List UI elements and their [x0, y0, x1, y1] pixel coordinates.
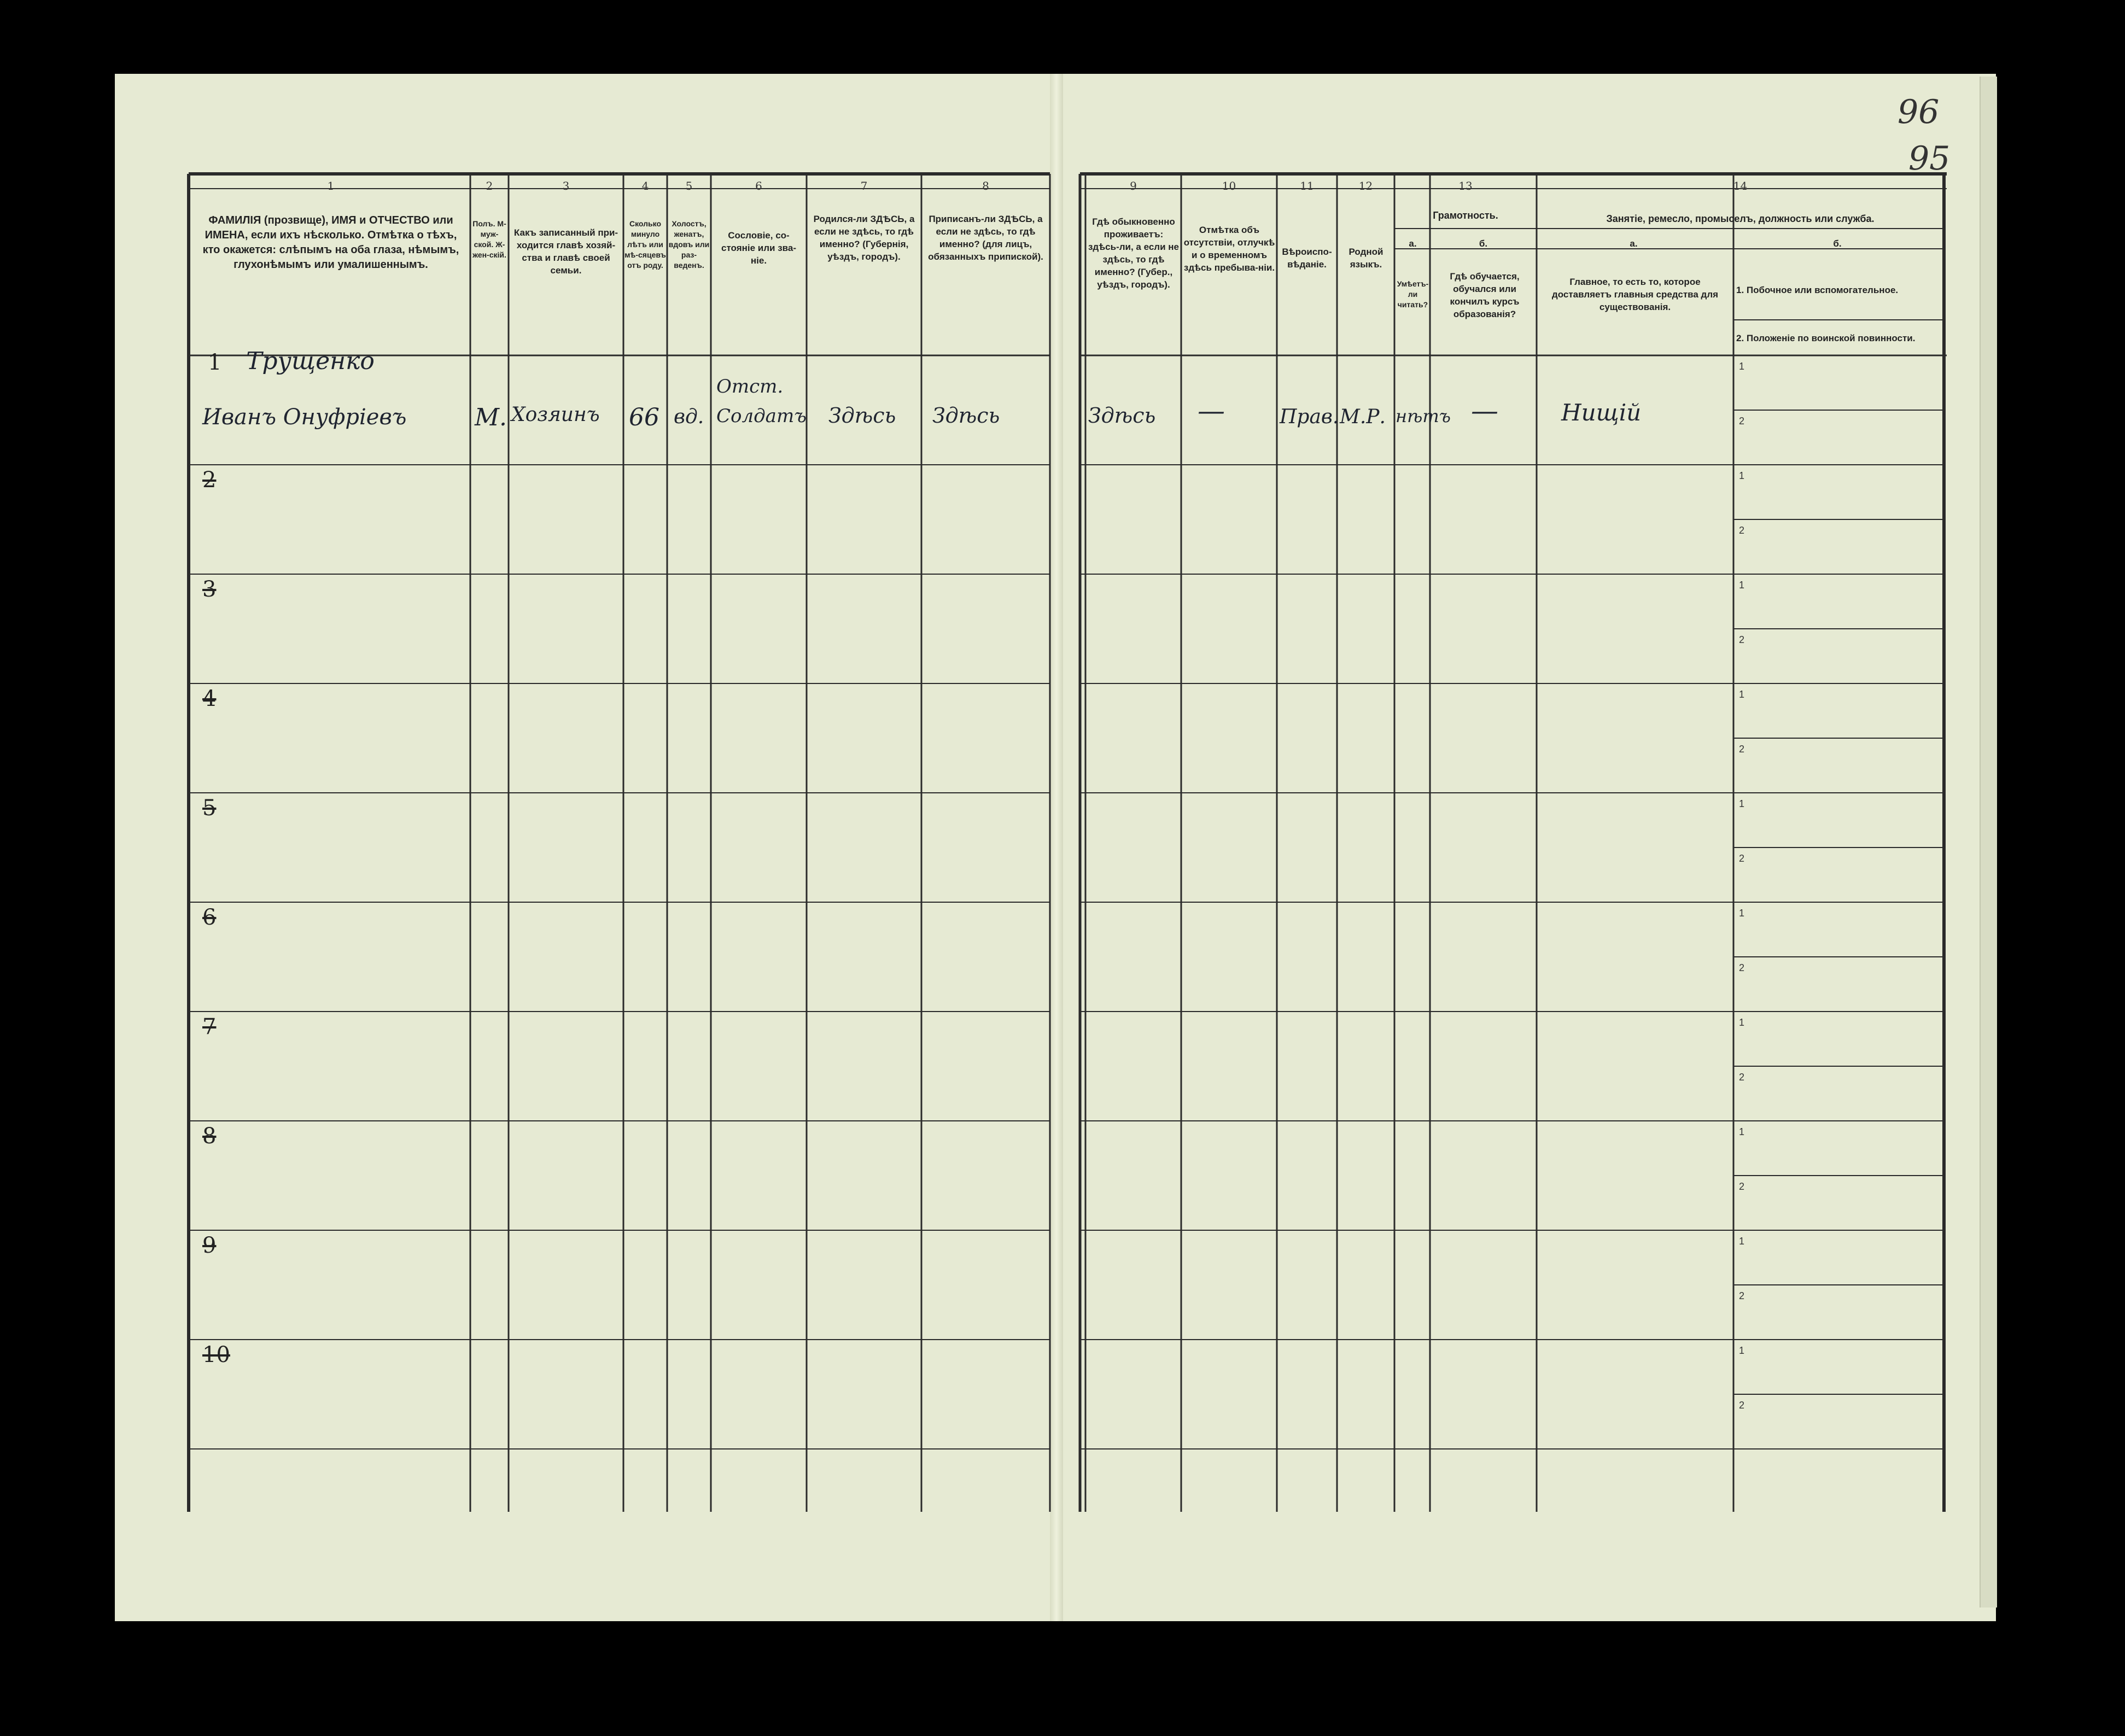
subrow-label: 1 — [1739, 580, 1745, 591]
header-occupation-b2: 2. Положеніе по воинской повинности. — [1736, 333, 1916, 343]
entry-literate: нѣтъ — [1396, 406, 1451, 426]
subrow-label: 2 — [1739, 1181, 1745, 1192]
col-num-9: 9 — [1130, 179, 1137, 192]
subrow-label: 2 — [1739, 1400, 1745, 1411]
subrow-label: 1 — [1739, 1017, 1745, 1028]
row-number-7: 7 — [202, 1014, 217, 1039]
subrow-label: 2 — [1739, 634, 1745, 645]
header-religion: Вѣроиспо-вѣданіе. — [1282, 247, 1332, 270]
subrow-label: 2 — [1739, 853, 1745, 864]
entry-given-name: Иванъ Онуфріевъ — [202, 405, 407, 430]
row-number-10: 10 — [202, 1342, 230, 1367]
col-num-13: 13 — [1458, 179, 1473, 192]
page-number-top: 96 — [1898, 93, 1940, 131]
col-num-6: 6 — [755, 179, 762, 192]
entry-absence: — — [1198, 395, 1225, 426]
entry-language: М.Р. — [1340, 406, 1386, 428]
header-literacy-a: Умѣетъ-ли читать? — [1397, 279, 1429, 309]
row-number-5: 5 — [202, 796, 217, 821]
header-born: Родился-ли ЗДѢСЬ, а если не здѣсь, то гдѣ именно? (Губернія, уѣздъ, городъ). — [813, 214, 915, 262]
subrow-label: 2 — [1739, 744, 1745, 755]
header-registered: Приписанъ-ли ЗДѢСЬ, а если не здѣсь, то гдѣ именно? (для лицъ, обязанныхъ припиской). — [928, 214, 1043, 262]
header-literacy: Грамотность. — [1433, 210, 1498, 221]
col-num-14: 14 — [1733, 179, 1748, 192]
subrow-label: 1 — [1739, 798, 1745, 809]
entry-lives: Здѣсь — [1088, 404, 1156, 428]
header-lives: Гдѣ обыкновенно проживаетъ: здѣсь-ли, а если не здѣсь, то гдѣ именно? (Губер., уѣздъ, городъ). — [1088, 217, 1179, 290]
page-number-bottom: 95 — [1908, 139, 1951, 178]
entry-religion: Прав. — [1280, 406, 1339, 428]
row-number-6: 6 — [202, 905, 217, 930]
entry-sex: М. — [475, 404, 507, 431]
header-occupation-b1: 1. Побочное или вспомогательное. — [1736, 285, 1899, 295]
entry-marital: вд. — [674, 406, 704, 428]
header-age: Сколько минуло лѣтъ или мѣ-сяцевъ отъ роду. — [624, 219, 666, 270]
header-occupation-b-letter: б. — [1833, 238, 1842, 249]
header-language: Родной языкъ. — [1348, 247, 1383, 270]
col-num-4: 4 — [641, 179, 649, 192]
col-num-11: 11 — [1300, 179, 1314, 192]
col-num-2: 2 — [486, 179, 493, 192]
entry-school: — — [1471, 395, 1498, 426]
header-absence: Отмѣтка объ отсутствіи, отлучкѣ и о временномъ здѣсь пребыва-ніи. — [1183, 225, 1275, 273]
subrow-label: 1 — [1739, 1345, 1745, 1356]
subrow-label: 2 — [1739, 416, 1745, 426]
entry-relation: Хозяинъ — [511, 404, 600, 426]
subrow-label: 2 — [1739, 962, 1745, 973]
subrow-label: 2 — [1739, 1290, 1745, 1301]
col-num-5: 5 — [685, 179, 693, 192]
entry-born: Здѣсь — [828, 404, 896, 428]
header-occupation-a: Главное, то есть то, которое доставляетъ главныя средства для существованія. — [1551, 277, 1719, 312]
row-number-3: 3 — [202, 577, 217, 602]
subrow-label: 1 — [1739, 1126, 1745, 1137]
subrow-label: 1 — [1739, 470, 1745, 481]
row-number-1: 1 — [208, 350, 222, 375]
subrow-label: 2 — [1739, 525, 1745, 536]
header-literacy-a-letter: а. — [1409, 238, 1417, 249]
header-sex: Полъ. М-муж-ской. Ж-жен-скій. — [472, 219, 506, 259]
entry-occupation: Нищій — [1561, 399, 1642, 426]
col-num-8: 8 — [982, 179, 989, 192]
header-name: ФАМИЛІЯ (прозвище), ИМЯ и ОТЧЕСТВО или ИМЕНА, если ихъ нѣсколько. Отмѣтка о тѣхъ, кто окажется: слѣпымъ на оба глаза, нѣмымъ, глухонѣмымъ или умалишеннымъ. — [202, 214, 459, 271]
entry-surname: Трущенко — [246, 347, 375, 375]
subrow-label: 1 — [1739, 1236, 1745, 1247]
header-marital: Холостъ, женатъ, вдовъ или раз-веденъ. — [668, 219, 710, 270]
row-number-4: 4 — [202, 686, 217, 711]
col-num-10: 10 — [1222, 179, 1236, 192]
col-num-3: 3 — [562, 179, 570, 192]
header-literacy-b: Гдѣ обучается, обучался или кончилъ курсъ образованія? — [1450, 271, 1520, 319]
row-number-9: 9 — [202, 1233, 217, 1258]
header-literacy-b-letter: б. — [1479, 238, 1488, 249]
header-occupation-a-letter: а. — [1630, 238, 1638, 249]
entry-registered: Здѣсь — [932, 404, 1000, 428]
row-number-2: 2 — [202, 467, 217, 493]
subrow-label: 1 — [1739, 908, 1745, 919]
header-relation: Какъ записанный при-ходится главѣ хозяй-ства и главѣ своей семьи. — [513, 227, 618, 276]
header-occupation: Занятіе, ремесло, промыселъ, должность или служба. — [1606, 213, 1875, 224]
col-num-7: 7 — [860, 179, 868, 192]
entry-estate: Отст. Солдатъ — [716, 376, 807, 428]
subrow-label: 1 — [1739, 689, 1745, 700]
row-number-8: 8 — [202, 1124, 217, 1149]
header-estate: Сословіе, со-стояніе или зва-ніе. — [721, 230, 797, 266]
subrow-label: 2 — [1739, 1072, 1745, 1083]
entry-age: 66 — [629, 404, 659, 431]
col-num-1: 1 — [327, 179, 335, 192]
col-num-12: 12 — [1358, 179, 1373, 192]
subrow-label: 1 — [1739, 361, 1745, 372]
